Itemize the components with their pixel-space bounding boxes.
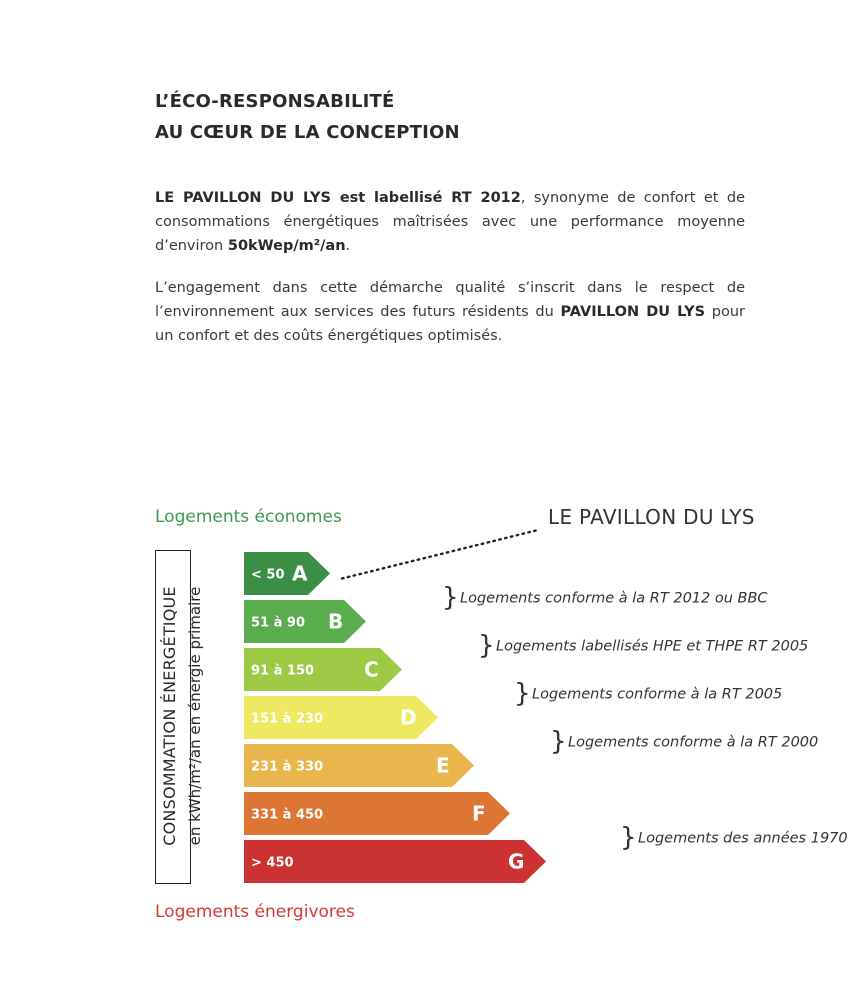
intro-text-mid: , synonyme de confort et de consommations énergétiques maîtrisées avec une performance moyenne d’environ (155, 190, 745, 254)
title-line-2: AU CŒUR DE LA CONCEPTION (155, 122, 460, 143)
bar-range-label-f: 331 à 450 (251, 807, 324, 823)
engagement-text-start: L’engagement dans cette démarche qualité s’inscrit dans le respect de l’environnement aux services des futurs résidents du (155, 280, 745, 320)
chart-header-top: Logements économes (155, 507, 342, 527)
chart-header-bottom: Logements énergivores (155, 902, 355, 922)
bar-range-label-b: 51 à 90 (251, 615, 306, 631)
annotation-label: Logements labellisés HPE et THPE RT 2005 (496, 638, 809, 655)
engagement-text-end: pour un confort et des coûts énergétiques optimisés. (155, 304, 745, 344)
bar-class-letter-d: D (400, 705, 417, 730)
bar-class-letter-c: C (364, 657, 379, 682)
bar-range-label-a: < 50 (251, 567, 285, 583)
title-line-1: L’ÉCO-RESPONSABILITÉ (155, 91, 395, 112)
bar-class-letter-a: A (292, 561, 308, 586)
bar-class-letter-b: B (328, 609, 344, 634)
annotation-label: Logements conforme à la RT 2000 (568, 734, 819, 751)
bar-range-label-d: 151 à 230 (251, 711, 324, 727)
intro-bold-start: LE PAVILLON DU LYS est labellisé RT 2012 (155, 190, 521, 206)
intro-bold-value: 50kWep/m²/an (227, 238, 346, 254)
bar-range-label-c: 91 à 150 (251, 663, 315, 679)
bar-range-label-g: > 450 (251, 855, 294, 871)
annotation-label: Logements conforme à la RT 2012 ou BBC (460, 590, 768, 607)
vertical-label-line-2: en kWh/m²/an en énergie primaire (186, 586, 204, 846)
intro-text-end: . (345, 238, 351, 254)
annotation-label: Logements conforme à la RT 2005 (532, 686, 783, 703)
annotation-brace: } (478, 630, 495, 661)
annotation-brace: } (550, 726, 567, 757)
annotation-brace: } (442, 582, 459, 613)
vertical-label-line-1: CONSOMMATION ÉNERGÉTIQUE (160, 586, 179, 846)
annotation-brace: } (514, 678, 531, 709)
bar-class-letter-f: F (472, 801, 486, 826)
pavillon-leader-line (342, 530, 538, 579)
engagement-bold-name: PAVILLON DU LYS (560, 304, 706, 320)
bar-class-letter-e: E (436, 753, 450, 778)
annotation-label: Logements des années 1970 (638, 830, 848, 847)
annotation-brace: } (620, 822, 637, 853)
pavillon-label: LE PAVILLON DU LYS (548, 505, 755, 529)
bar-range-label-e: 231 à 330 (251, 759, 324, 775)
bar-class-letter-g: G (508, 849, 525, 874)
